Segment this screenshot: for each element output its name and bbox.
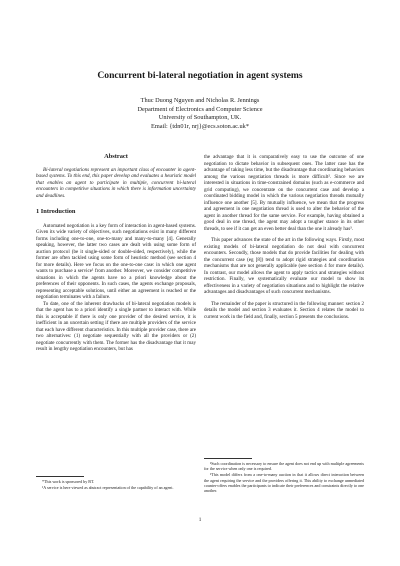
intro-paragraph-1: Automated negotiation is a key form of interaction in agent-based systems. Given its wide variety of objectives, such negotiations exist in many different forms including one-to-one, one-to-many and many-to-many [4]. Generally speaking, however, the latter two cases are dealt with using some form of auction protocol (be it single-sided or double-sided, respectively), while the former are often tackled using some form of heuristic method (see section 4 for more details). Here we focus on the one-to-one case: in which one agent wants to purchase a service¹ from another. Moreover, we consider competitive situations in which the agents have no a priori knowledge about the preferences of their opponents. In such cases, the agents exchange proposals, representing acceptable solutions, until either an agreement is reached or the negotiation terminates with a failure. bbox=[36, 222, 196, 300]
left-footnotes bbox=[36, 476, 196, 491]
footnote-star: *This work is sponsored by BT. bbox=[42, 479, 95, 484]
author-names: Thuc Duong Nguyen and Nicholas R. Jennings bbox=[140, 97, 260, 104]
page-number: 1 bbox=[198, 517, 202, 523]
right-column bbox=[204, 154, 364, 320]
intro-paragraph-4: This paper advances the state of the art in the following ways. Firstly, most existing models of bi-lateral negotiation do not deal with concurrent encounters. Secondly, those models that do provide facilities for dealing with the concurrent case (eg [8]) tend to adopt rigid strategies and coordination mechanisms that are not generally applicable (see section 4 for more details). In contrast, our model allows the agent to apply tactics and strategies without restriction. Finally, we systematically evaluate our model to show its effectiveness in a variety of negotiation situations and to highlight the relative advantages and disadvantages of such concurrent mechanisms. bbox=[204, 237, 364, 295]
affiliation: Department of Electronics and Computer Science bbox=[137, 105, 263, 113]
abstract-text: Bi-lateral negotiations represent an important class of encounter in agent-based systems. To this end, this paper develop and evaluates a heuristic model that enables an agent to participate in multiple, concurrent bi-lateral encounters in competitive situations in which there is information uncertainty and deadlines. bbox=[36, 166, 196, 199]
author-block bbox=[0, 97, 400, 131]
footnote-2: ²Such coordination is necessary to ensure the agent does not end up with multiple agreements for the service when only one is required. bbox=[204, 461, 364, 472]
footnote-rule bbox=[204, 458, 252, 459]
section-heading-introduction: 1 Introduction bbox=[36, 208, 76, 215]
abstract-heading: Abstract bbox=[104, 153, 128, 160]
footnote-1: ¹A service is here viewed as abstract representation of the capability of an agent. bbox=[42, 485, 174, 491]
footnote-3: ³This model differs from a one-to-many auction in that it allows direct interaction between the agent requiring the service and the providers offering it. This ability to exchange unmediated counter-offers enables the participants to indicate their preferences and constraints directly to one another. bbox=[204, 472, 364, 494]
paper-title: Concurrent bi-lateral negotiation in agent systems bbox=[97, 70, 303, 81]
university: University of Southampton, UK. bbox=[158, 114, 242, 122]
intro-paragraph-2: To date, one of the inherent drawbacks of bi-lateral negotiation models is that the agent has to a priori identify a single partner to interact with. While this is acceptable if there is only one provider of the desired service, it is inefficient in an uncertain setting if there are multiple providers of the service that each have different characteristics. In this multiple provider case, there are two alternatives: (1) negotiate sequentially with all the providers or (2) negotiate concurrently with them. The former has the disadvantage that it may result in lengthy negotiation encounters, but has bbox=[36, 300, 196, 352]
intro-paragraph-3: the advantage that it is comparatively easy to use the outcome of one negotiation to dictate behavior in subsequent ones. The latter case has the advantage of taking less time, but the disadvantage that coordinating behaviors among the various negotiation threads is more difficult². Since we are interested in situations in time-constrained domains (such as e-commerce and grid computing), we concentrate on the concurrent case and develop a coordinated bidding model in which the various negotiation threads mutually influence one another [5]. By mutually influence, we mean that the progress and agreement in one negotiation thread is used to alter the behavior of the agent in another thread for the same service. For example, having obtained a good deal in one thread, the agent may adopt a tougher stance in its other threads, to see if it can get an even better deal than the one it already has³. bbox=[204, 154, 364, 232]
intro-paragraph-5: The remainder of the paper is structured in the following manner: section 2 details the model and section 3 evaluates it. Section 4 relates the model to current work in the field and, finally, section 5 presents the conclusions. bbox=[204, 300, 364, 320]
right-footnotes bbox=[204, 458, 364, 494]
author-email: Email: {tdn01r, nrj}@ecs.soton.ac.uk* bbox=[151, 122, 249, 130]
left-column bbox=[36, 154, 196, 353]
footnote-rule bbox=[36, 476, 84, 477]
